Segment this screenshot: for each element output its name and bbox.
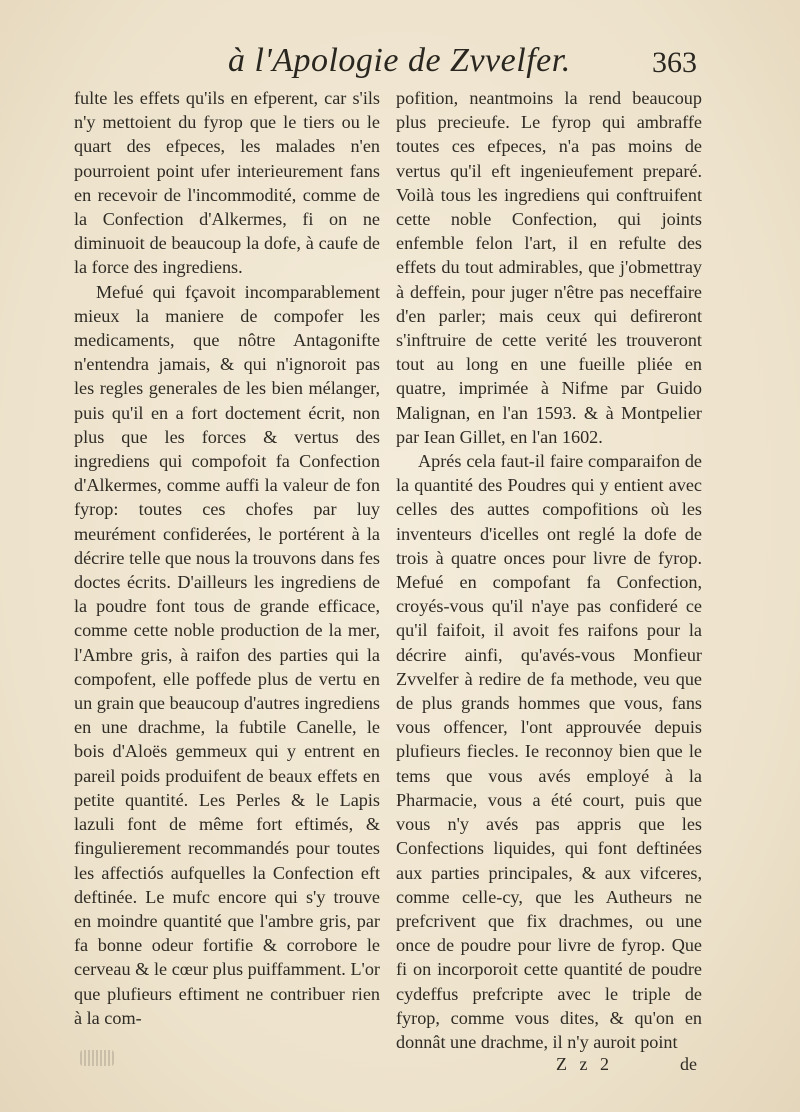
catchword: de <box>680 1054 697 1074</box>
signature-mark: Z z 2 <box>556 1054 613 1074</box>
running-title: à l'Apologie de Zvvelfer. <box>228 42 571 79</box>
right-paragraph-1: pofition, neantmoins la rend beaucoup plus precieufe. Le fyrop qui ambraffe toutes ces efpeces, n'a pas moins de vertus qu'il eft ingenieufement preparé. Voilà tous les ingrediens qui conftruifent cette noble Confection, qui joints enfemble felon l'art, il en refulte des effets du tout admirables, que j'obmettray à deffein, pour juger n'être pas neceffaire d'en parler; mais ceux qui defireront s'inftruire de cette verité les trouveront tout au long en une fueille pliée en quatre, imprimée à Nifme par Guido Malignan, en l'an 1593. & à Montpelier par Iean Gillet, en l'an 1602. <box>396 88 702 447</box>
left-paragraph-2: Mefué qui fçavoit incomparablement mieux la maniere de compofer les medicaments, que nôtre Antagonifte n'entendra jamais, & qui n'ignoroit pas les regles generales de les bien mélanger, puis qu'il en a fort doctement écrit, non plus que les forces & vertus des ingrediens qui compofoit fa Confection d'Alkermes, comme auffi la valeur de fon fyrop: toutes ces chofes par luy meurément confiderées, le portérent à la décrire telle que nous la trouvons dans fes doctes écrits. D'ailleurs les ingrediens de la poudre font tous de grande efficace, comme cette noble production de la mer, l'Ambre gris, à raifon des parties qui la compofent, elle poffede plus de vertu en un grain que beaucoup d'autres ingrediens en une drachme, la fubtile Canelle, le bois d'Aloës gemmeux qui y entrent en pareil poids produifent de beaux effets en petite quantité. Les Perles & le Lapis lazuli font de même fort eftimés, & fingulierement recommandés pour toutes les affectiós aufquelles la Confection eft deftinée. Le mufc encore qui s'y trouve en moindre quantité que l'ambre gris, par fa bonne odeur fortifie & corrobore le cerveau & le cœur plus puiffamment. L'or que plufieurs eftiment ne contribuer rien à la com- <box>74 281 380 1028</box>
left-column <box>74 86 380 1030</box>
left-paragraph-1: fulte les effets qu'ils en efperent, car s'ils n'y mettoient du fyrop que le tiers ou le quart des efpeces, les malades n'en pourroient point ufer interieurement fans en recevoir de l'incommodité, comme de la Confection d'Alkermes, fi on ne diminuoit de beaucoup la dofe, à caufe de la force des ingrediens. <box>74 88 380 278</box>
right-paragraph-2: Aprés cela faut-il faire comparaifon de la quantité des Poudres qui y entient avec celles des auttes compofitions où les inventeurs d'icelles ont reglé la dofe de trois à quatre onces pour livre de fyrop. Mefué en compofant fa Confection, croyés-vous qu'il n'aye pas confideré ce qu'il faifoit, il avoit fes raifons pour la décrire ainfi, qu'avés-vous Monfieur Zvvelfer à redire de fa methode, veu que de plus grands hommes que vous, fans vous offencer, l'ont approuvée depuis plufieurs fiecles. Ie reconnoy bien que le tems que vous avés employé à la Pharmacie, vous a été court, puis que vous n'y avés pas appris que les Confections liquides, qui font deftinées aux parties principales, & aux vifceres, comme celle-cy, que les Autheurs ne prefcrivent que fix drachmes, ou une once de poudre pour livre de fyrop. Que fi on incorporoit cette quantité de poudre cydeffus prefcripte avec le triple de fyrop, comme vous dites, & qu'on en donnât une drachme, il n'y auroit point <box>396 451 702 1052</box>
page-number: 363 <box>652 46 697 79</box>
page-header <box>0 42 800 88</box>
right-column <box>396 86 702 1054</box>
library-stamp-mark <box>80 1050 114 1066</box>
